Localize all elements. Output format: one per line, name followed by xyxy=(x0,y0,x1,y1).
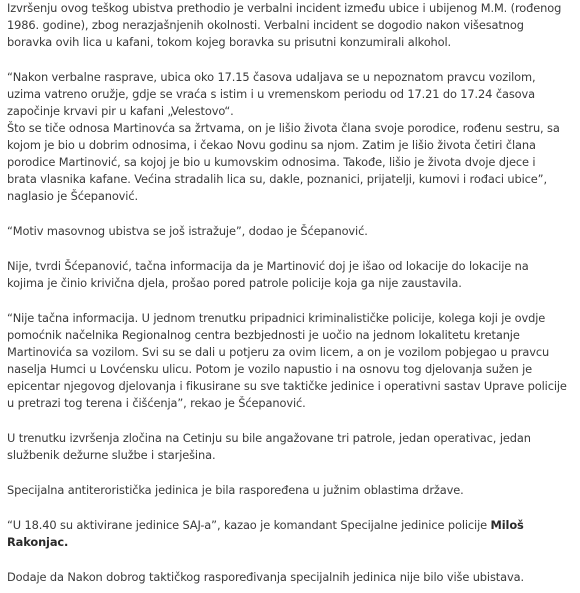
paragraph-patrol-claim: Nije, tvrdi Šćepanović, tačna informacija da je Martinović doj je išao od lokacije do lokacije na kojima je činio krivična djela, prošao pored patrole policije koja ga nije zaustavila. xyxy=(7,259,529,290)
paragraph-quote-pursuit: “Nije tačna informacija. U jednom trenutku pripadnici kriminalističke policije, kolega koji je ovdje pomoćnik načelnika Regionalnog centra bezbjednosti je uočio na jednom lokalitetu kretanje Martinovića sa vozilom. Svi su se dali u potjeru za ovim licem, a on je vozilom pobjegao u pravcu naselja Humci u Lovćensku ulicu. Potom je vozilo napustio i na osnovu tog djelovanja sužen je epicentar njegovog djelovanja i fikusirane su sve taktičke jedinice i operativni sastav Uprave policije u pretrazi tog terena i čišćenja”, rekao je Šćepanović. xyxy=(7,311,567,410)
quote-saj-text: “U 18.40 su aktivirane jedinice SAJ-a”, kazao je komandant Specijalne jedinice policije xyxy=(7,518,491,532)
commander-name: Miloš Rakonjac. xyxy=(7,518,524,549)
paragraph-patrols: U trenutku izvršenja zločina na Cetinju su bile angažovane tri patrole, jedan operativac, jedan službenik dežurne službe i starješina. xyxy=(7,431,531,462)
paragraph-saj-activation xyxy=(7,517,568,551)
paragraph-incident: Izvršenju ovog teškog ubistva prethodio je verbalni incident između ubice i ubijenog M.M. (rođenog 1986. godine), zbog nerazjašnjenih okolnosti. Verbalni incident se dogodio nakon višesatnog boravka ovih lica u kafani, tokom kojeg boravka su prisutni konzumirali alkohol. xyxy=(7,1,562,49)
paragraph-no-more-killings: Dodaje da Nakon dobrog taktičkog raspoređivanja specijalnih jedinica nije bilo više ubistava. xyxy=(7,570,524,584)
paragraph-saj-deployment: Specijalna antiteroristička jedinica je bila raspoređena u južnim oblastima države. xyxy=(7,483,464,497)
paragraph-motive: “Motiv masovnog ubistva se još istražuje”, dodao je Šćepanović. xyxy=(7,224,368,238)
paragraph-quote-verbal-dispute: “Nakon verbalne rasprave, ubica oko 17.15 časova udaljava se u nepoznatom pravcu vozilom, uzima vatreno oružje, gdje se vraća s istim i u vremenskom periodu od 17.21 do 17.24 časova započinje krvavi pir u kafani „Velestovo“. xyxy=(7,70,536,118)
paragraph-victims-relations: Što se tiče odnosa Martinovća sa žrtvama, on je lišio života člana svoje porodice, rođenu sestru, sa kojom je bio u dobrim odnosima, i čekao Novu godinu sa njom. Zatim je lišio života četiri člana porodice Martinović, sa kojoj je bio u kumovskim odnosima. Takođe, lišio je života dvoje djece i brata vlasnika kafane. Većina stradalih lica su, dakle, poznanici, prijatelji, kumovi i rođaci ubice”, naglasio je Šćepanović. xyxy=(7,121,560,203)
